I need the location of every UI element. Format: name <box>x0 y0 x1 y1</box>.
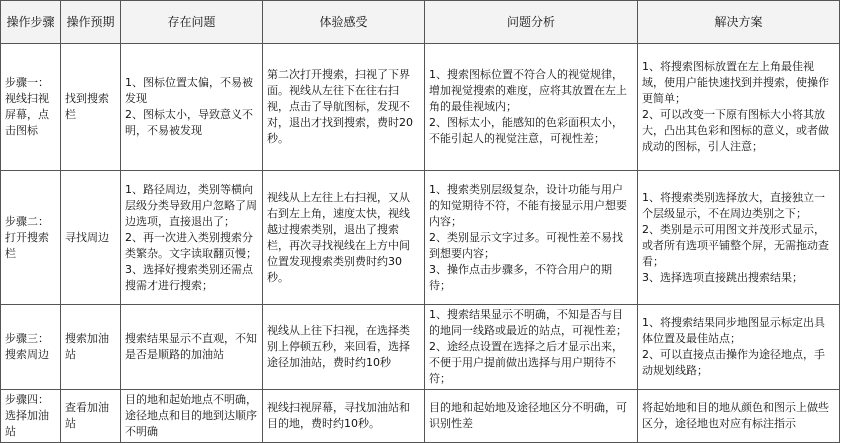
analysis-cell <box>425 305 638 390</box>
problem-item: 3、选择好搜索类别还需点搜需才进行搜索； <box>125 262 253 292</box>
feeling-cell: 视线扫视屏幕，寻找加油站和目的地，费时约10秒。 <box>263 390 425 443</box>
expect-cell: 查看加油站 <box>61 390 121 443</box>
problems-cell <box>121 44 263 171</box>
step-cell: 步骤四：选择加油站 <box>1 390 61 443</box>
step-cell: 步骤一：视线扫视屏幕，点击图标 <box>1 44 61 171</box>
problems-cell <box>121 305 263 390</box>
table-row <box>1 171 840 305</box>
problem-item: 搜索结果显示不直观，不知是否是顺路的加油站 <box>125 332 257 361</box>
analysis-item: 2、图标太小，能感知的色彩面积太小，不能引起人的视觉注意，可视性差； <box>429 116 623 145</box>
header-step: 操作步骤 <box>1 1 61 44</box>
problem-item: 1、图标位置太偏，不易被发现 <box>125 76 253 105</box>
header-problems: 存在问题 <box>121 1 263 44</box>
solution-item: 2、可以改变一下原有图标大小将其放大，凸出其色彩和图标的意义，或者做成动的图标，引人注意； <box>642 108 829 153</box>
feeling-cell: 第二次打开搜索，扫视了下界面。视线从左往下在往右扫视，点击了导航图标，发现不对，退出才找到搜索，费时20秒。 <box>263 44 425 171</box>
solution-item: 3、选择选项直接跳出搜索结果； <box>642 270 803 284</box>
feeling-cell: 视线从上左往上右扫视，又从右到左上角，速度太快，视线越过搜索类别，退出了搜索栏，再次寻找视线在上方中间位置发现搜索类别费时约30秒。 <box>263 171 425 305</box>
header-analysis: 问题分析 <box>425 1 638 44</box>
table-row <box>1 305 840 390</box>
problem-item: 2、再一次进入类别搜索分类繁杂。文字读取翻页慢； <box>125 230 257 260</box>
solution-item: 2、类别是示可用图文并茂形式显示，或者所有选项平铺整个屏，无需拖动查看； <box>642 222 829 268</box>
problem-item: 目的地和起始地点不明确，途径地点和目的地到达顺序不明确 <box>125 393 257 438</box>
problem-item: 2、图标太小，导致意义不明，不易被发现 <box>125 108 253 137</box>
analysis-cell <box>425 171 638 305</box>
analysis-item: 1、搜索类别层级复杂，设计功能与用户的知觉期待不符，不能有接显示用户想要内容； <box>429 182 627 228</box>
expect-cell: 搜索加油站 <box>61 305 121 390</box>
expect-cell: 寻找周边 <box>61 171 121 305</box>
table-row <box>1 44 840 171</box>
analysis-item: 3、操作点击步骤多，不符合用户的期待； <box>429 262 612 292</box>
step-cell: 步骤二：打开搜索栏 <box>1 171 61 305</box>
solution-cell <box>638 171 840 305</box>
solution-item: 1、将搜索类别选择放大，直接独立一个层级显示，不在周边类别之下； <box>642 190 825 220</box>
analysis-item: 2、类别显示文字过多。可视性差不易找到想要内容； <box>429 230 623 260</box>
solution-cell <box>638 44 840 171</box>
header-feeling: 体验感受 <box>263 1 425 44</box>
feeling-cell: 视线从上往下扫视，在选择类别上停顿五秒，来回看，选择途径加油站，费时约10秒 <box>263 305 425 390</box>
problems-cell <box>121 171 263 305</box>
solution-item: 将起始地和目的地从颜色和图示上做些区分，途径地也对应有标注指示 <box>642 401 829 430</box>
analysis-item: 目的地和起始地及途径地区分不明确，可识别性差 <box>429 401 627 430</box>
problem-item: 1、路径周边，类别等横向层级分类导致用户忽略了周边选项，直接退出了； <box>125 182 257 228</box>
header-solution: 解决方案 <box>638 1 840 44</box>
analysis-item: 2、途经点设置在选择之后才显示出来，不便于用户提前做出选择与用户期待不符； <box>429 340 623 385</box>
analysis-cell <box>425 44 638 171</box>
solution-item: 1、将搜索结果同步地图显示标定出具体位置及最佳站点； <box>642 316 825 345</box>
solution-item: 2、可以直接点击操作为途径地点，手动规划线路； <box>642 348 825 377</box>
header-expect: 操作预期 <box>61 1 121 44</box>
analysis-item: 1、搜索图标位置不符合人的视觉规律，增加视觉搜索的难度，应将其放置在左上角的最佳视域内； <box>429 68 627 113</box>
expect-cell: 找到搜索栏 <box>61 44 121 171</box>
solution-cell <box>638 305 840 390</box>
step-cell: 步骤三：搜索周边 <box>1 305 61 390</box>
analysis-item: 1、搜索结果显示不明确，不知是否与目的地同一线路或最近的站点，可视性差； <box>429 308 627 337</box>
solution-item: 1、将搜索图标放置在左上角最佳视域，使用户能快速找到并搜索，使操作更简单； <box>642 60 829 105</box>
header-row <box>1 1 840 44</box>
